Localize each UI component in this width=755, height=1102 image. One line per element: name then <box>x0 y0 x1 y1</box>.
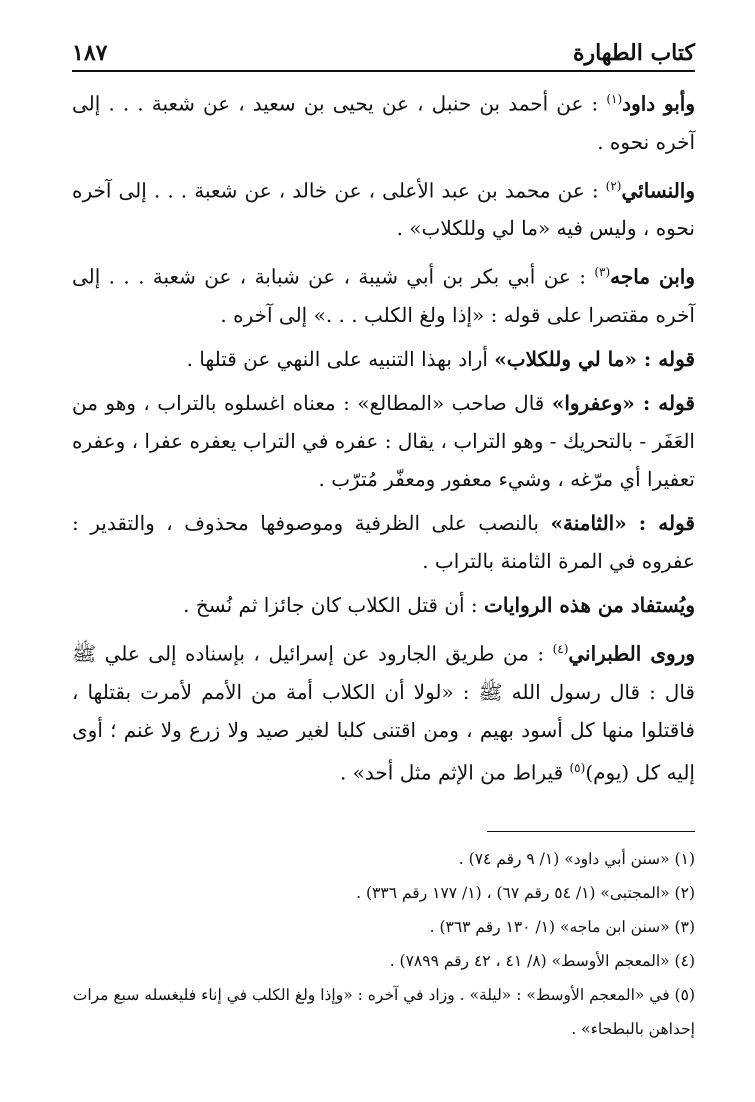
running-header <box>72 26 695 66</box>
footnote: (٤) «المعجم الأوسط» (٨/ ٤١ ، ٤٢ رقم ٧٨٩٩) . <box>389 952 695 970</box>
paragraph <box>72 253 695 334</box>
footnotes <box>72 842 695 1046</box>
paragraph-text: بالنصب على الظرفية وموصوفها محذوف ، والتقدير : عفروه في المرة الثامنة بالتراب . <box>72 510 695 573</box>
source-lead: وروى الطبراني <box>568 641 695 666</box>
header-rule <box>72 70 695 72</box>
footnote: (٢) «المجتبى» (١/ ٥٤ رقم ٦٧) ، (١/ ١٧٧ رقم ٣٣٦) . <box>356 884 695 902</box>
paragraph <box>72 80 695 161</box>
lemma-lead: قوله : «ما لي وللكلاب» <box>494 346 695 371</box>
paragraph-text: : أن قتل الكلاب كان جائزا ثم نُسخ . <box>183 592 485 617</box>
source-lead: وأبو داود <box>622 91 695 116</box>
paragraph <box>72 384 695 498</box>
paragraph-text: قيراط من الإثم مثل أحد» . <box>339 760 570 785</box>
page-number: ١٨٧ <box>72 40 108 66</box>
footnote-ref[interactable]: (٢) <box>605 178 622 193</box>
paragraph-text: : عن أحمد بن حنبل ، عن يحيى بن سعيد ، عن شعبة . . . إلى آخره نحوه . <box>72 91 695 154</box>
paragraph <box>72 167 695 248</box>
paragraph <box>72 586 695 624</box>
lemma-lead: قوله : «الثامنة» <box>550 510 695 535</box>
lemma-lead: قوله : «وعفروا» <box>551 390 695 415</box>
footnote-ref[interactable]: (٣) <box>594 265 611 280</box>
footnote: (٥) في «المعجم الأوسط» : «ليلة» . وزاد في آخره : «وإذا ولغ الكلب في إناء فليغسله سبع مرات إحداهن بالبطحاء» . <box>72 986 695 1038</box>
footnote-ref[interactable]: (١) <box>606 92 623 106</box>
paragraph-text: : عن أبي بكر بن أبي شيبة ، عن شبابة ، عن شعبة . . . إلى آخره مقتصرا على قوله : «إذا ولغ الكلب . . .» إلى آخره . <box>72 264 695 327</box>
footnote: (٣) «سنن ابن ماجه» (١/ ١٣٠ رقم ٣٦٣) . <box>429 918 695 936</box>
footnote-separator <box>487 831 695 832</box>
paragraph-text: أراد بهذا التنبيه على النهي عن قتلها . <box>186 346 495 371</box>
main-text <box>72 80 695 797</box>
source-lead: والنسائي <box>621 178 695 203</box>
paragraph-text: قال صاحب «المطالع» : معناه اغسلوه بالتراب ، وهو من العَفَر - بالتحريك - وهو التراب ، يقال : عفره في التراب يعفره عفرا ، وعفره تعفيرا أي مرّغه ، وشيء معفور ومعفّر مُترّب . <box>72 390 695 491</box>
book-title: كتاب الطهارة <box>572 40 695 66</box>
paragraph-text: : من طريق الجارود عن إسرائيل ، بإسناده إلى علي ﷺ قال : قال رسول الله ﷺ : «لولا أن الكلاب أمة من الأمم لأمرت بقتلها ، فاقتلوا منها كل أسود بهيم ، ومن اقتنى كلبا لغير صيد ولا زرع ولا غنم ؛ أوى إليه كل (يوم) <box>72 641 695 785</box>
footnote: (١) «سنن أبي داود» (١/ ٩ رقم ٧٤) . <box>458 850 695 868</box>
paragraph <box>72 340 695 378</box>
footnote-ref[interactable]: (٤) <box>552 641 569 656</box>
paragraph <box>72 630 695 791</box>
paragraph-text: : عن محمد بن عبد الأعلى ، عن خالد ، عن شعبة . . . إلى آخره نحوه ، وليس فيه «ما لي وللكلاب» . <box>72 178 695 241</box>
paragraph <box>72 504 695 580</box>
footnote-ref[interactable]: (٥) <box>569 760 586 775</box>
source-lead: وابن ماجه <box>610 264 695 289</box>
lemma-lead: ويُستفاد من هذه الروايات <box>484 592 695 617</box>
